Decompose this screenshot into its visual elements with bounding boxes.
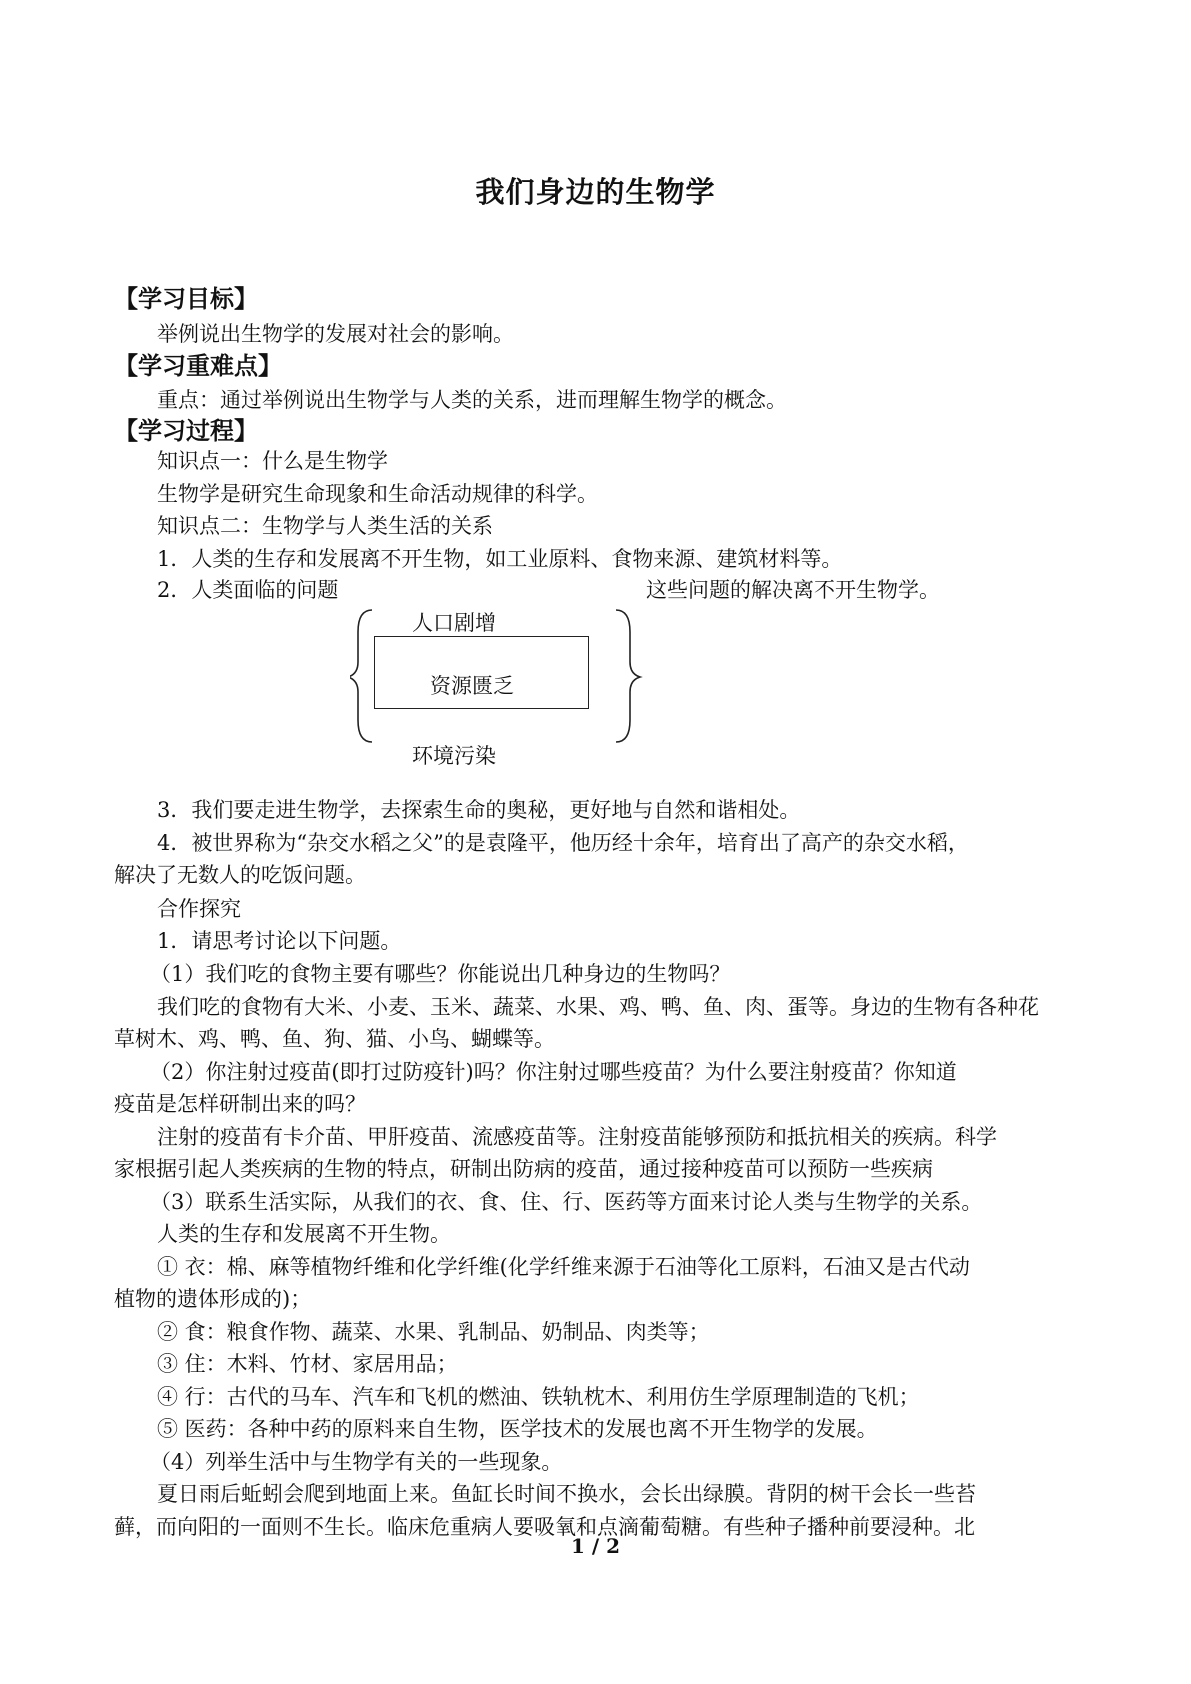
answer-3-clothing: ① 衣：棉、麻等植物纤维和化学纤维(化学纤维来源于石油等化工原料，石油又是古代动 [157, 1255, 970, 1279]
cooperation-title: 合作探究 [157, 897, 241, 921]
answer-2: 注射的疫苗有卡介苗、甲肝疫苗、流感疫苗等。注射疫苗能够预防和抵抗相关的疾病。科学 [157, 1125, 997, 1149]
section-heading-process: 【学习过程】 [114, 417, 258, 445]
goal-text: 举例说出生物学的发展对社会的影响。 [157, 322, 514, 346]
question-intro: 1．请思考讨论以下问题。 [157, 929, 402, 953]
key-points-text: 重点：通过举例说出生物学与人类的关系，进而理解生物学的概念。 [157, 388, 787, 412]
knowledge-point-2-title: 知识点二：生物学与人类生活的关系 [157, 514, 493, 538]
list-item-4: 4．被世界称为“杂交水稻之父”的是袁隆平，他历经十余年，培育出了高产的杂交水稻， [157, 831, 969, 855]
left-brace [350, 610, 372, 742]
knowledge-point-1-title: 知识点一：什么是生物学 [157, 449, 388, 473]
question-2-cont: 疫苗是怎样研制出来的吗？ [114, 1092, 366, 1116]
answer-3-clothing-cont: 植物的遗体形成的)； [114, 1287, 312, 1311]
section-heading-key-points: 【学习重难点】 [114, 352, 282, 380]
diagram-item-resources: 资源匮乏 [430, 674, 514, 698]
answer-3-transport: ④ 行：古代的马车、汽车和飞机的燃油、铁轨枕木、利用仿生学原理制造的飞机； [157, 1385, 920, 1409]
right-brace [616, 610, 640, 742]
answer-1: 我们吃的食物有大米、小麦、玉米、蔬菜、水果、鸡、鸭、鱼、肉、蛋等。身边的生物有各种花 [157, 995, 1039, 1019]
diagram-item-population: 人口剧增 [412, 611, 496, 635]
list-item-1: 1．人类的生存和发展离不开生物，如工业原料、食物来源、建筑材料等。 [157, 547, 843, 571]
answer-3-medicine: ⑤ 医药：各种中药的原料来自生物，医学技术的发展也离不开生物学的发展。 [157, 1417, 878, 1441]
problems-diagram [350, 592, 650, 768]
page-number: 1 / 2 [570, 1534, 621, 1558]
page-title: 我们身边的生物学 [475, 175, 716, 209]
question-2: （2）你注射过疫苗(即打过防疫针)吗？你注射过哪些疫苗？为什么要注射疫苗？你知道 [150, 1060, 957, 1084]
section-heading-goals: 【学习目标】 [114, 285, 258, 313]
answer-2-cont: 家根据引起人类疾病的生物的特点，研制出防病的疫苗，通过接种疫苗可以预防一些疾病 [114, 1157, 933, 1181]
answer-4: 夏日雨后蚯蚓会爬到地面上来。鱼缸长时间不换水，会长出绿膜。背阴的树干会长一些苔 [157, 1482, 976, 1506]
list-item-2-right: 这些问题的解决离不开生物学。 [646, 578, 940, 602]
knowledge-point-1-text: 生物学是研究生命现象和生命活动规律的科学。 [157, 482, 598, 506]
answer-3-food: ② 食：粮食作物、蔬菜、水果、乳制品、奶制品、肉类等； [157, 1320, 710, 1344]
question-1: （1）我们吃的食物主要有哪些？你能说出几种身边的生物吗？ [150, 962, 731, 986]
question-3: （3）联系生活实际，从我们的衣、食、住、行、医药等方面来讨论人类与生物学的关系。 [150, 1190, 983, 1214]
answer-3-intro: 人类的生存和发展离不开生物。 [157, 1222, 451, 1246]
diagram-item-pollution: 环境污染 [412, 744, 496, 768]
question-4: （4）列举生活中与生物学有关的一些现象。 [150, 1450, 563, 1474]
answer-4-cont: 藓，而向阳的一面则不生长。临床危重病人要吸氧和点滴葡萄糖。有些种子播种前要浸种。北 [114, 1515, 975, 1539]
list-item-2-left: 2．人类面临的问题 [157, 578, 339, 602]
list-item-3: 3．我们要走进生物学，去探索生命的奥秘，更好地与自然和谐相处。 [157, 798, 801, 822]
answer-1-cont: 草树木、鸡、鸭、鱼、狗、猫、小鸟、蝴蝶等。 [114, 1027, 555, 1051]
answer-3-housing: ③ 住：木料、竹材、家居用品； [157, 1352, 458, 1376]
list-item-4-cont: 解决了无数人的吃饭问题。 [114, 863, 366, 887]
